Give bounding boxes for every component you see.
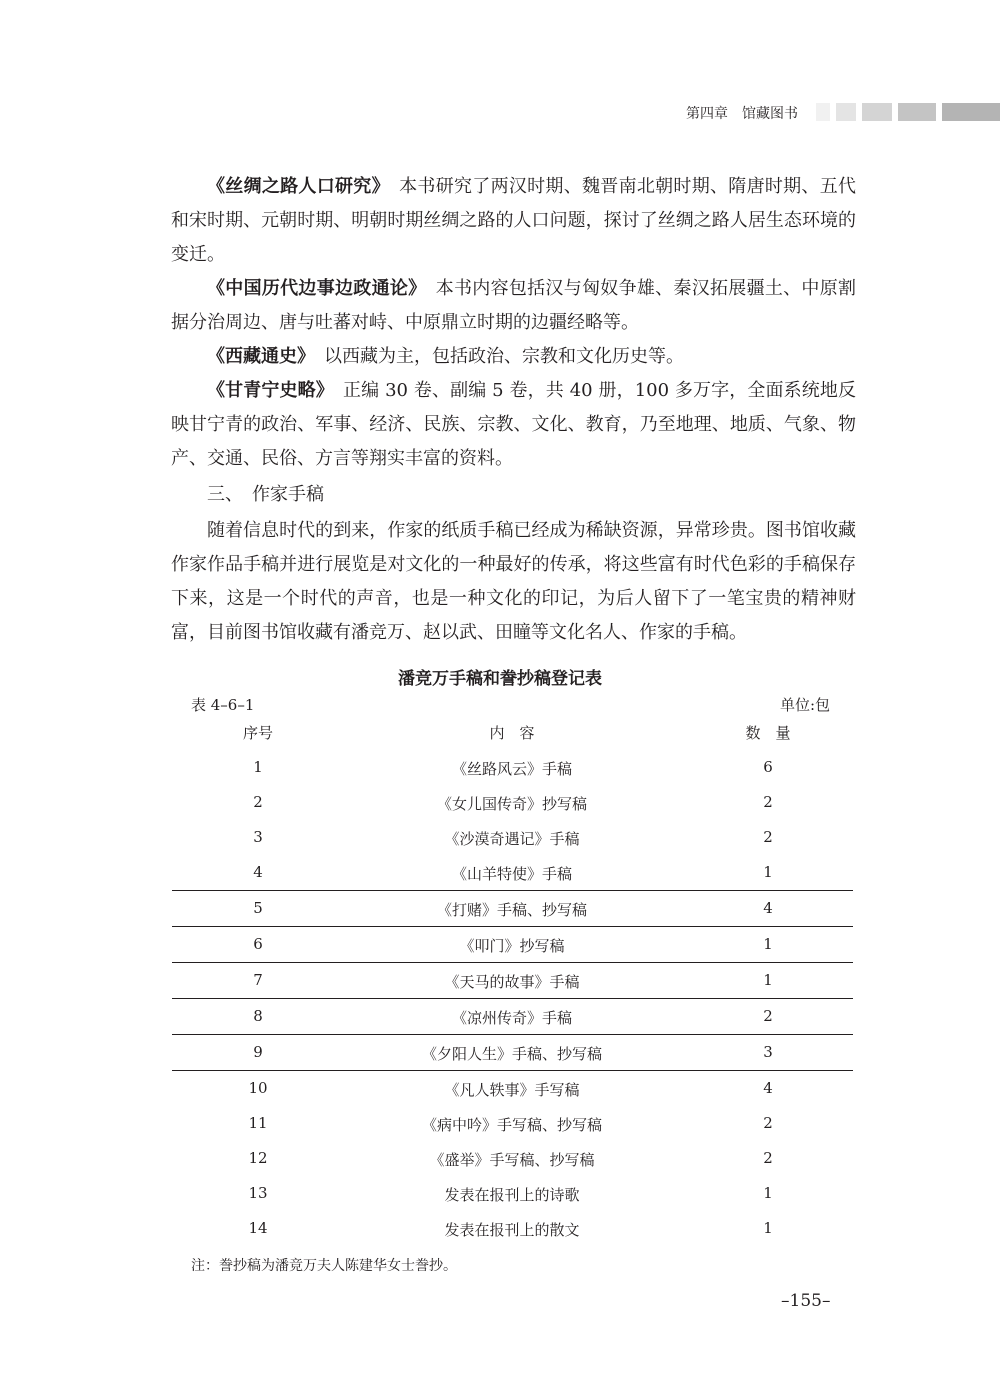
row-index: 5 bbox=[253, 899, 263, 917]
table-row bbox=[172, 962, 853, 998]
row-quantity: 6 bbox=[763, 758, 773, 776]
header-block bbox=[836, 103, 856, 121]
table-row bbox=[172, 998, 853, 1034]
table-row bbox=[172, 820, 853, 855]
column-header-quantity: 数 量 bbox=[745, 724, 791, 742]
table-row bbox=[172, 1106, 853, 1141]
row-content: 《山羊特使》手稿 bbox=[451, 865, 572, 883]
row-content: 发表在报刊上的散文 bbox=[444, 1221, 580, 1239]
row-quantity: 2 bbox=[763, 793, 773, 811]
row-content: 发表在报刊上的诗歌 bbox=[444, 1186, 580, 1204]
row-content: 《盛举》手写稿、抄写稿 bbox=[429, 1151, 595, 1169]
row-index: 14 bbox=[248, 1219, 268, 1237]
book-description: 本书研究了两汉时期、魏晋南北朝时期、隋唐时期、五代和宋时期、元朝时期、明朝时期丝绸之路的人口问题，探讨了丝绸之路人居生态环境的变迁。 bbox=[171, 176, 856, 265]
row-content: 《打赌》手稿、抄写稿 bbox=[436, 901, 587, 919]
table-row bbox=[172, 750, 853, 785]
column-header-index: 序号 bbox=[242, 724, 273, 742]
row-content: 《女儿国传奇》抄写稿 bbox=[436, 795, 587, 813]
table-number: 表 4–6–1 bbox=[191, 696, 255, 714]
table-note: 注：誊抄稿为潘竞万夫人陈建华女士誊抄。 bbox=[191, 1258, 457, 1274]
row-index: 8 bbox=[253, 1007, 263, 1025]
row-quantity: 1 bbox=[763, 1184, 773, 1202]
book-title: 《丝绸之路人口研究》 bbox=[207, 176, 381, 197]
row-quantity: 2 bbox=[763, 1149, 773, 1167]
page-number: –155– bbox=[781, 1291, 831, 1311]
row-content: 《凉州传奇》手稿 bbox=[451, 1009, 572, 1027]
table-title: 潘竞万手稿和誊抄稿登记表 bbox=[398, 669, 602, 689]
header-block bbox=[898, 103, 936, 121]
table-row bbox=[172, 926, 853, 962]
book-entry bbox=[171, 340, 856, 374]
section-heading: 三、 作家手稿 bbox=[207, 484, 324, 505]
row-index: 10 bbox=[248, 1079, 268, 1097]
row-quantity: 1 bbox=[763, 935, 773, 953]
book-entry bbox=[171, 374, 856, 476]
row-quantity: 3 bbox=[763, 1043, 773, 1061]
row-quantity: 2 bbox=[763, 828, 773, 846]
table-row bbox=[172, 890, 853, 926]
header-block bbox=[816, 103, 830, 121]
book-entry bbox=[171, 170, 856, 272]
book-title: 《甘青宁史略》 bbox=[207, 380, 325, 401]
row-index: 11 bbox=[248, 1114, 268, 1132]
row-quantity: 2 bbox=[763, 1114, 773, 1132]
chapter-title: 第四章 馆藏图书 bbox=[686, 106, 798, 122]
row-index: 4 bbox=[253, 863, 263, 881]
row-index: 9 bbox=[253, 1043, 263, 1061]
header-block bbox=[942, 103, 1000, 121]
row-quantity: 4 bbox=[763, 899, 773, 917]
table-row bbox=[172, 855, 853, 890]
row-index: 7 bbox=[253, 971, 263, 989]
book-title: 《西藏通史》 bbox=[207, 346, 306, 367]
row-content: 《天马的故事》手稿 bbox=[444, 973, 580, 991]
row-quantity: 1 bbox=[763, 1219, 773, 1237]
table-row bbox=[172, 1070, 853, 1106]
manuscript-table bbox=[172, 750, 853, 1246]
book-entry bbox=[171, 272, 856, 340]
row-quantity: 1 bbox=[763, 863, 773, 881]
book-description: 以西藏为主，包括政治、宗教和文化历史等。 bbox=[306, 346, 684, 367]
row-content: 《叩门》抄写稿 bbox=[459, 937, 565, 955]
row-quantity: 2 bbox=[763, 1007, 773, 1025]
row-index: 2 bbox=[253, 793, 263, 811]
row-index: 13 bbox=[248, 1184, 268, 1202]
row-content: 《凡人轶事》手写稿 bbox=[444, 1081, 580, 1099]
header-block bbox=[862, 103, 892, 121]
row-quantity: 4 bbox=[763, 1079, 773, 1097]
row-content: 《病中吟》手写稿、抄写稿 bbox=[421, 1116, 602, 1134]
row-index: 6 bbox=[253, 935, 263, 953]
table-row bbox=[172, 1176, 853, 1211]
row-quantity: 1 bbox=[763, 971, 773, 989]
table-row bbox=[172, 785, 853, 820]
section-paragraph: 随着信息时代的到来，作家的纸质手稿已经成为稀缺资源，异常珍贵。图书馆收藏作家作品手稿并进行展览是对文化的一种最好的传承，将这些富有时代色彩的手稿保存下来，这是一个时代的声音，也是一种文化的印记，为后人留下了一笔宝贵的精神财富，目前图书馆收藏有潘竞万、赵以武、田瞳等文化名人、作家的手稿。 bbox=[171, 520, 856, 643]
book-title: 《中国历代边事边政通论》 bbox=[207, 278, 418, 299]
row-content: 《夕阳人生》手稿、抄写稿 bbox=[421, 1045, 602, 1063]
table-row bbox=[172, 1141, 853, 1176]
row-index: 3 bbox=[253, 828, 263, 846]
table-row bbox=[172, 1211, 853, 1246]
column-header-content: 内 容 bbox=[489, 724, 535, 742]
table-unit: 单位:包 bbox=[780, 696, 831, 714]
row-content: 《沙漠奇遇记》手稿 bbox=[444, 830, 580, 848]
row-content: 《丝路风云》手稿 bbox=[451, 760, 572, 778]
row-index: 1 bbox=[253, 758, 263, 776]
book-description: 正编 30 卷、副编 5 卷，共 40 册，100 多万字，全面系统地反映甘宁青的政治、军事、经济、民族、宗教、文化、教育，乃至地理、地质、气象、物产、交通、民俗、方言等翔实丰富的资料。 bbox=[171, 380, 857, 469]
book-description: 本书内容包括汉与匈奴争雄、秦汉拓展疆土、中原割据分治周边、唐与吐蕃对峙、中原鼎立时期的边疆经略等。 bbox=[171, 278, 857, 333]
running-header bbox=[0, 101, 1000, 125]
row-index: 12 bbox=[248, 1149, 268, 1167]
table-row bbox=[172, 1034, 853, 1070]
